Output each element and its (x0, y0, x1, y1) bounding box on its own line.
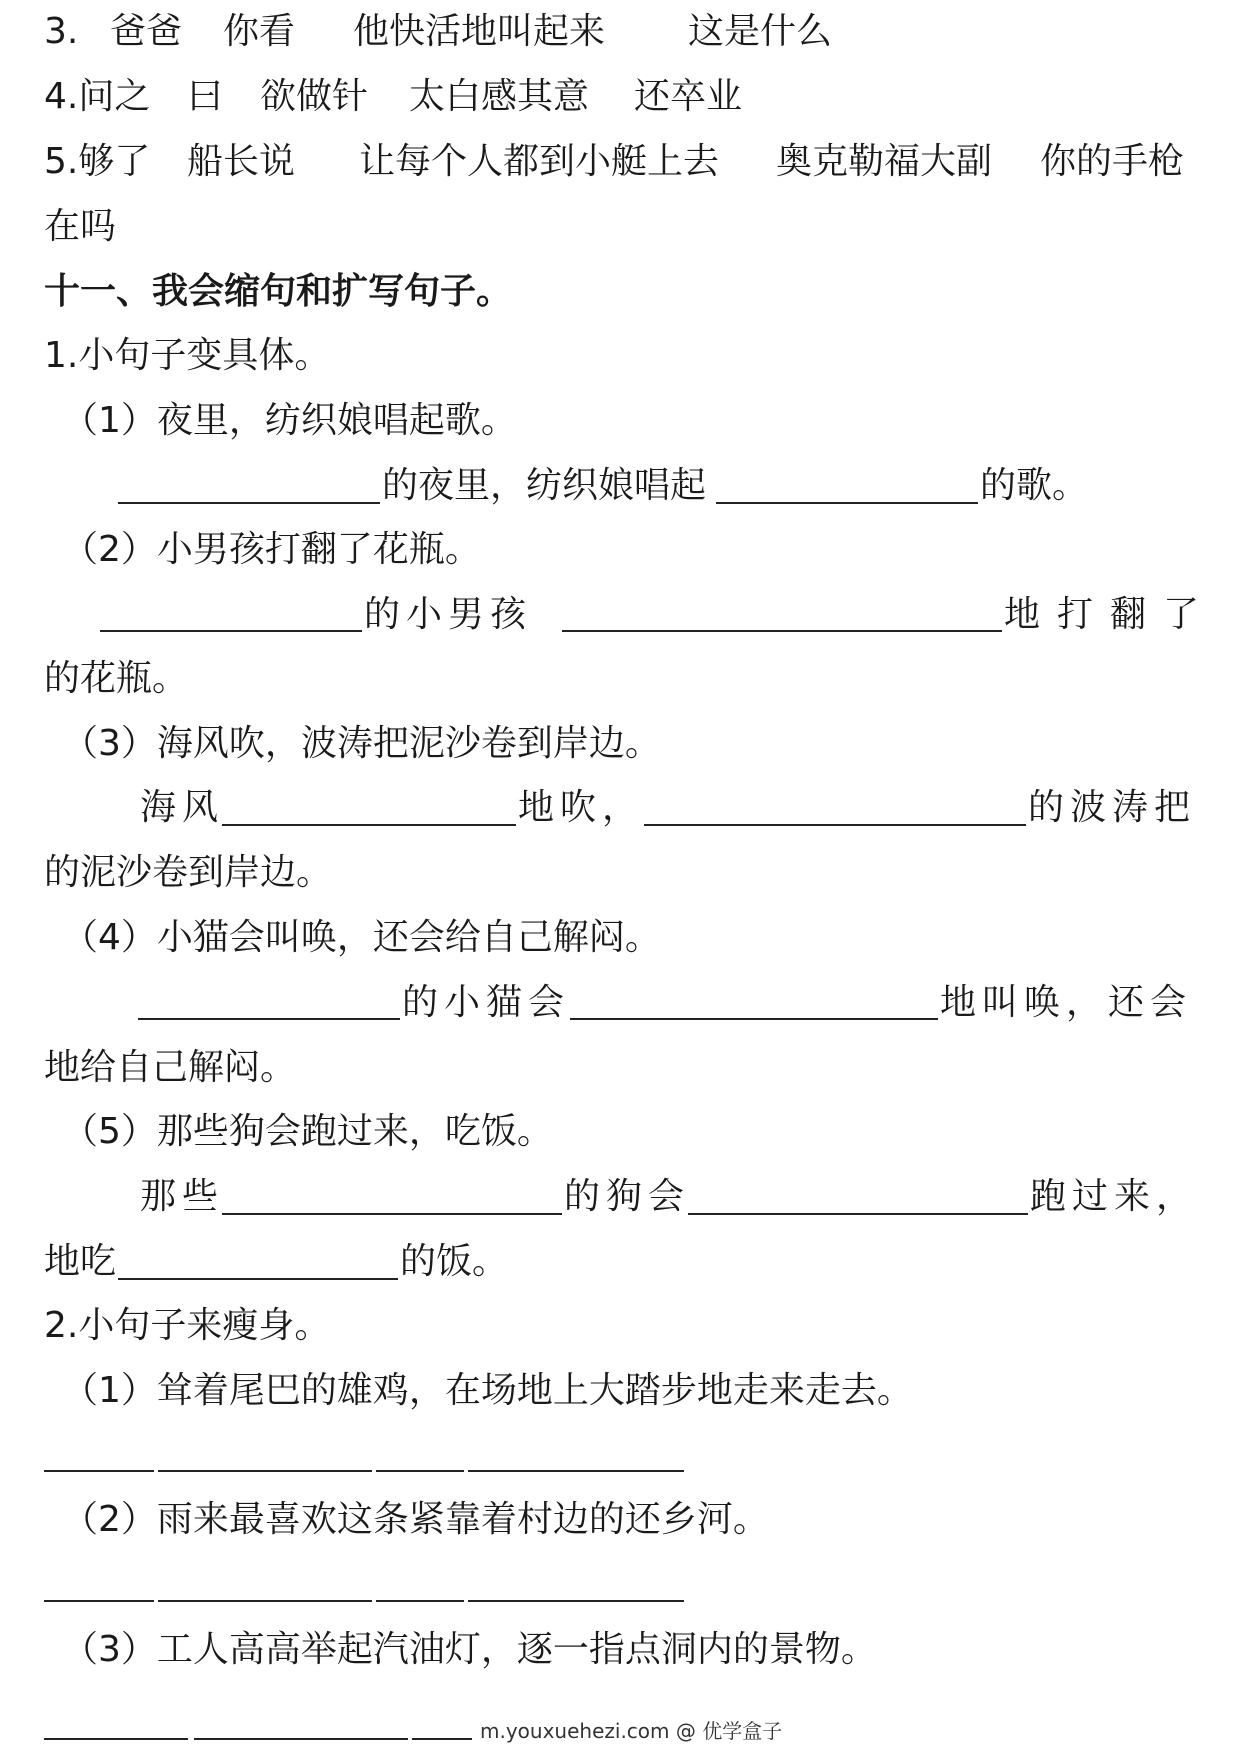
fill-blank[interactable] (158, 1600, 372, 1602)
q3-part: 爸爸 (110, 11, 183, 52)
q5-part: 船长说 (187, 141, 296, 182)
part1-item-label: （1）夜里，纺织娘唱起歌。 (62, 400, 517, 441)
part1-item-label: （4）小猫会叫唤，还会给自己解闷。 (62, 917, 661, 958)
fill-blank[interactable] (688, 1213, 1028, 1215)
item-text: 地打翻了 (1004, 594, 1217, 635)
item-text: 的饭。 (400, 1241, 509, 1282)
q4-part: 欲做针 (260, 76, 369, 117)
item-text: 地吃 (44, 1241, 117, 1282)
item-text: 的歌。 (980, 465, 1089, 506)
fill-blank[interactable] (562, 630, 1002, 632)
fill-blank[interactable] (194, 1738, 408, 1740)
footer-watermark: m.youxuehezi.com @ 优学盒子 (480, 1719, 783, 1743)
q4-part: 4.问之 (44, 76, 151, 117)
fill-blank[interactable] (222, 824, 516, 826)
item-text: 的夜里，纺织娘唱起 (382, 465, 707, 506)
item-text: 的小男孩 (364, 594, 533, 635)
part1-item-label: （5）那些狗会跑过来，吃饭。 (62, 1111, 553, 1152)
fill-blank[interactable] (158, 1470, 372, 1472)
fill-blank[interactable] (44, 1738, 188, 1740)
item-text: 的花瓶。 (44, 658, 189, 699)
fill-blank[interactable] (44, 1470, 154, 1472)
q4-part: 曰 (187, 76, 224, 117)
section-title: 十一、我会缩句和扩写句子。 (44, 271, 513, 312)
item-text: 地给自己解闷。 (44, 1047, 297, 1088)
fill-blank[interactable] (716, 502, 978, 504)
part1-item-label: （3）海风吹，波涛把泥沙卷到岸边。 (62, 723, 661, 764)
item-text: 的狗会 (564, 1176, 691, 1217)
fill-blank[interactable] (44, 1600, 154, 1602)
fill-blank[interactable] (376, 1600, 464, 1602)
part2-item-label: （2）雨来最喜欢这条紧靠着村边的还乡河。 (62, 1499, 769, 1540)
item-text: 那些 (140, 1176, 225, 1217)
q3-part: 这是什么 (688, 11, 833, 52)
fill-blank[interactable] (138, 1018, 400, 1020)
q4-part: 还卒业 (634, 76, 743, 117)
q3-part: 你看 (223, 11, 296, 52)
part2-item-label: （3）工人高高举起汽油灯，逐一指点洞内的景物。 (62, 1629, 877, 1670)
item-text: 的小猫会 (402, 982, 571, 1023)
item-text: 的泥沙卷到岸边。 (44, 852, 333, 893)
fill-blank[interactable] (468, 1600, 684, 1602)
part1-title: 1.小句子变具体。 (44, 335, 331, 376)
fill-blank[interactable] (118, 502, 380, 504)
item-text: 地叫唤，还会 (940, 982, 1193, 1023)
part2-title: 2.小句子来瘦身。 (44, 1305, 331, 1346)
fill-blank[interactable] (100, 630, 362, 632)
q3-part: 他快活地叫起来 (353, 11, 606, 52)
q3-num: 3. (44, 11, 79, 52)
item-text: 海风 (140, 787, 225, 828)
fill-blank[interactable] (644, 824, 1026, 826)
q5-part: 让每个人都到小艇上去 (359, 141, 720, 182)
fill-blank[interactable] (376, 1470, 464, 1472)
fill-blank[interactable] (222, 1213, 562, 1215)
item-text: 跑过来， (1030, 1176, 1199, 1217)
fill-blank[interactable] (468, 1470, 684, 1472)
fill-blank[interactable] (412, 1738, 472, 1740)
part1-item-label: （2）小男孩打翻了花瓶。 (62, 529, 481, 570)
fill-blank[interactable] (570, 1018, 938, 1020)
q4-part: 太白感其意 (409, 76, 590, 117)
q5-part: 奥克勒福大副 (776, 141, 993, 182)
fill-blank[interactable] (118, 1278, 398, 1280)
q5-part: 5.够了 (44, 141, 151, 182)
q5-part: 在吗 (44, 206, 117, 247)
q5-part: 你的手枪 (1040, 141, 1185, 182)
item-text: 的波涛把 (1028, 787, 1197, 828)
item-text: 地吹， (518, 787, 645, 828)
part2-item-label: （1）耸着尾巴的雄鸡，在场地上大踏步地走来走去。 (62, 1370, 913, 1411)
